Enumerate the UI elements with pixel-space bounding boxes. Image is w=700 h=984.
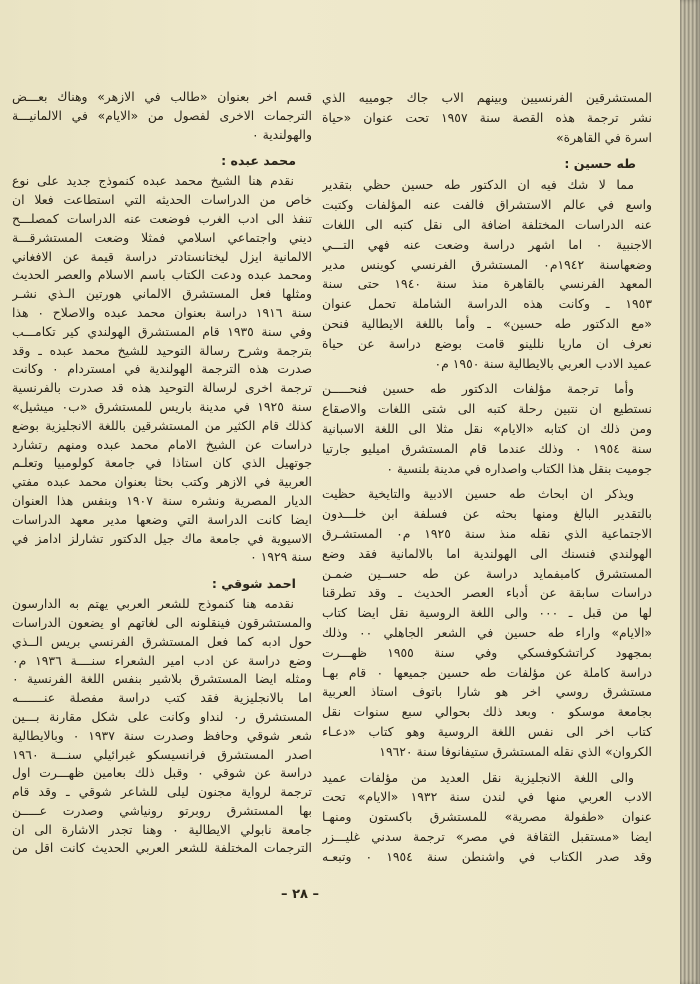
text-line: خاص من الدراسات الحديثه التي استطاعت فعلا ان <box>12 192 312 208</box>
text-line: اسرة في القاهرة» <box>556 129 652 145</box>
text-line: الهولندي فنسنك الى الهولندية اما بالالمانية فقد وضع <box>322 545 652 561</box>
text-line: بجامعة موسكو ٠ وبعد ذلك بحوالي سبع سنوات نقل <box>322 704 652 720</box>
section-heading: طه حسين : <box>564 156 636 172</box>
text-line: لها من قبل ـ ٠٠٠ والى اللغة الروسية نقل ايضا كتاب <box>322 605 652 621</box>
text-line: تنفذ الى ادب الغرب فوضعت عنه الدراسات كمصلـــح <box>12 210 312 226</box>
text-line: والهولندية ٠ <box>251 126 312 142</box>
text-line: صدرت هذه الترجمة الهولندية في امستردام ٠ وكانت <box>12 361 312 377</box>
text-line: وضع دراسة عن ادب امير الشعراء سنــــة ١٩٣٦ م٠ <box>12 652 312 668</box>
paragraph <box>322 768 652 867</box>
text-line: دراسات عن الشيخ الامام محمد عبده ومنهم رتشارد <box>12 436 312 452</box>
text-line: بمجهود كراتشكوفسكي وفي سنة ١٩٥٥ ظهـــرت <box>322 644 652 660</box>
text-line: بترجمة وشرح رسالة التوحيد للشيخ محمد عبده ـ وقد <box>12 342 312 358</box>
text-line: سنة ١٩٥٤ ٠ وذلك عندما قام المستشرق اميليو جارتيا <box>322 440 652 456</box>
text-line: ايضا «مستقبل الثقافة في مصر» ترجمة سدني غليـــزر <box>322 828 652 844</box>
page-number: – ٢٨ – <box>281 887 319 902</box>
text-line: والى اللغة الانجليزية نقل العديد من مؤلفات عميد <box>322 769 634 785</box>
text-line: دراسة عن شوقي ٠ وقبل ذلك بعامين ظهـــرت اول <box>12 765 312 781</box>
text-line: جوميت بنقل هذا الكتاب واصداره في مدينة بلنسية ٠ <box>386 460 652 476</box>
text-line: نشر ترجمة هذه القصة سنة ١٩٥٧ تحت عنوان «حياة <box>322 109 652 125</box>
text-line: اصدر المستشرق فرانسيسكو غبرائيلي سنـــة ١٩٦٠ <box>12 746 312 762</box>
text-line: نقدم هنا الشيخ محمد عبده كنموذج جديد على نوع <box>12 173 294 189</box>
text-line: كتاب اخر الى نفس اللغة الروسية وهو كتاب «دعـاء <box>322 723 652 739</box>
text-line: «مع الدكتور طه حسين» ـ وأما باللغة الايطالية فنحن <box>322 315 652 331</box>
page-stack-edge <box>680 0 700 984</box>
text-line: الادب العربي منها في لندن سنة ١٩٣٢ «الايام» تحت <box>322 789 652 805</box>
paragraph <box>12 88 312 144</box>
paragraph <box>322 88 652 147</box>
text-line: واسع في عالم الاستشراق فالفت عنه المؤلفات وكتبت <box>322 197 652 213</box>
text-line: وأما ترجمة مؤلفات الدكتور طه حسين فنحـــــن <box>322 381 634 397</box>
right-column <box>322 88 652 872</box>
text-line: حول ادبه كما فعل المستشرق الفرنسي بريس الــذي <box>12 633 312 649</box>
text-line: دراسة كاملة عن مؤلفات طه حسين جميعها ٠ قام بهـا <box>322 664 652 680</box>
paragraph <box>12 595 312 858</box>
text-line: جوتهيل الذي كان استاذا في جامعة كولومبيا وتعلـم <box>12 455 312 471</box>
text-line: عنه الدراسات المختلفة اضافة الى نقل كتبه الى اللغات <box>322 216 652 232</box>
text-line: نقدمه هنا كنموذج للشعر العربي يهتم به الدارسون <box>12 596 294 612</box>
text-line: كذلك قام الكثير من المستشرقين باللغة الانجليزية بوضع <box>12 417 312 433</box>
text-line: ومثلها فعل المستشرق الالماني هورتين الـذي نشـر <box>12 286 312 302</box>
section-heading: محمد عبده : <box>221 153 296 169</box>
text-line: شعر شوقي وحافظ وصدرت سنة ١٩٣٧ ٠ وبالايطالية <box>12 727 312 743</box>
text-line: جامعة نابولي الايطالية ٠ وهنا تجدر الاشارة الى ان <box>12 821 312 837</box>
text-line: نستطيع ان نتبين رحلة كتبه الى شتى اللغات والاصقاع <box>322 401 652 417</box>
paragraph <box>322 484 652 761</box>
text-line: بالتقدير البالغ ومنها بحثه عن فسلفة ابن خلـــدون <box>322 506 652 522</box>
text-line: وفي سنة ١٩٣٥ قام المستشرق الهولندي كير تكامـــب <box>12 323 312 339</box>
text-line: اما بالانجليزية فقد كتب دراسة مفصلة عنـــــــه <box>12 690 312 706</box>
text-line: وقد صدر الكتاب في واشنطن سنة ١٩٥٤ ٠ وتبعـه <box>322 848 652 864</box>
paragraph <box>322 175 652 373</box>
text-line: ترجمة اخرى لرسالة التوحيد هذه قد صدرت بالفرنسية <box>12 380 312 396</box>
text-line: عميد الادب العربي بالايطالية سنة ١٩٥٠ م٠ <box>434 355 652 371</box>
text-line: سنة ١٩٢٩ ٠ <box>250 549 312 565</box>
text-line: الاجتماعية الذي نقله منذ سنة ١٩٢٥ م٠ المستشـرق <box>322 525 652 541</box>
left-column <box>12 88 312 864</box>
text-line: المستشرق ر٠ لنداو وكانت على شكل مقارنة بـــين <box>12 708 312 724</box>
text-line: بها المستشرق روبرتو رونياشي وصدرت عـــــن <box>12 802 312 818</box>
text-line: الكروان» الذي نقله المستشرق ستيفانوفا سنة ١٩٦٢٠ <box>379 743 652 759</box>
text-line: وضعهاسنة ١٩٤٢م٠ المستشرق الفرنسي كوينس مدير <box>322 256 652 272</box>
text-line: «الايام» واراء طه حسين في الشعر الجاهلي ٠٠ وذلك <box>322 624 652 640</box>
text-line: الاجنبية ٠ اما اشهر دراسة وضعت عنه فهي التـــي <box>322 236 652 252</box>
text-line: ترجمة لرواية مجنون ليلى للشاعر شوقي ـ وقد قام <box>12 784 312 800</box>
text-line: الديار المصرية ونشره سنة ١٩٠٧ وبنفس هذا العنوان <box>12 492 312 508</box>
section-heading: احمد شوقي : <box>211 576 296 592</box>
text-line: المستشرقين الفرنسيين وبينهم الاب جاك جومييه الذي <box>322 90 652 105</box>
text-line: سنة ١٩١٦ دراسة بعنوان محمد عبده والاصلاح ٠ هذا <box>12 304 312 320</box>
text-line: ايضا كانت الدراسة التي وضعها مدير معهد الدراسات <box>12 511 312 527</box>
text-line: ومن ذلك ان كتابه «الايام» نقل مثلا الى اللغة الاسبانية <box>322 420 652 436</box>
text-line: المستشرق كامبفمايد دراسة عن طه حســين ضمـن <box>322 565 652 581</box>
text-line: قسم اخر بعنوان «طالب في الازهر» وهناك بعـــض <box>12 89 312 104</box>
text-line: ديني واجتماعي اسلامي فمثلا وضعت المستشرقـــة <box>12 229 312 245</box>
text-line: والمستشرقون فينقلونه الى لغاتهم او يضعون الدراسات <box>12 614 312 630</box>
text-line: الاسيوية في جامعة ماك جيل الدكتور تشارلز ادامز في <box>12 530 312 546</box>
text-line: الترجمات الاخرى لفصول من «الايام» في الالمانيـــة <box>12 107 312 123</box>
text-line: عنوان «طفولة مصرية» للمستشرق باكستون ومنهـا <box>322 809 652 825</box>
text-line: العربية في الازهر وكتب بحثا بعنوان محمد عبده مفتي <box>12 474 312 490</box>
text-line: مما لا شك فيه ان الدكتور طه حسين حظي بتقدير <box>322 177 634 193</box>
text-line: ومحمد عبده ودعت الكتاب باسم الاسلام والعصر الحديث <box>12 267 312 283</box>
text-line: مستشرق روسي اخر هو شارا باتوف استاذ العربية <box>322 684 652 700</box>
paragraph <box>322 379 652 478</box>
text-line: سنة ١٩٢٥ في مدينة باريس للمستشرق «ب٠ ميشيل» <box>12 398 312 414</box>
text-line: دراسات سابقة عن أدباء العصر الحديث ـ وقد تطرقنا <box>322 585 652 601</box>
text-line: الترجمات المختلفة للشعر العربي الحديث كانت اقل من <box>12 840 312 856</box>
paragraph <box>12 172 312 567</box>
text-line: المعهد الفرنسي بالقاهرة منذ سنة ١٩٤٠ حتى سنة <box>322 276 652 292</box>
text-line: الالمانية ايزل ليختانستادتر دراسة قيمة عن الافغاني <box>12 248 312 264</box>
text-line: ويذكر ان ابحاث طه حسين الادبية والتايخية حظيت <box>322 486 634 502</box>
text-line: نعرف ان ماريا نللينو قامت بوضع دراسة عن حياة <box>322 335 652 351</box>
text-line: ١٩٥٣ ـ وكانت هذه الدراسة الشاملة تحمل عنوان <box>322 296 652 312</box>
text-line: ومثله ايضا المستشرق بلاشير بنفس اللغة الفرنسية ٠ <box>12 671 312 687</box>
